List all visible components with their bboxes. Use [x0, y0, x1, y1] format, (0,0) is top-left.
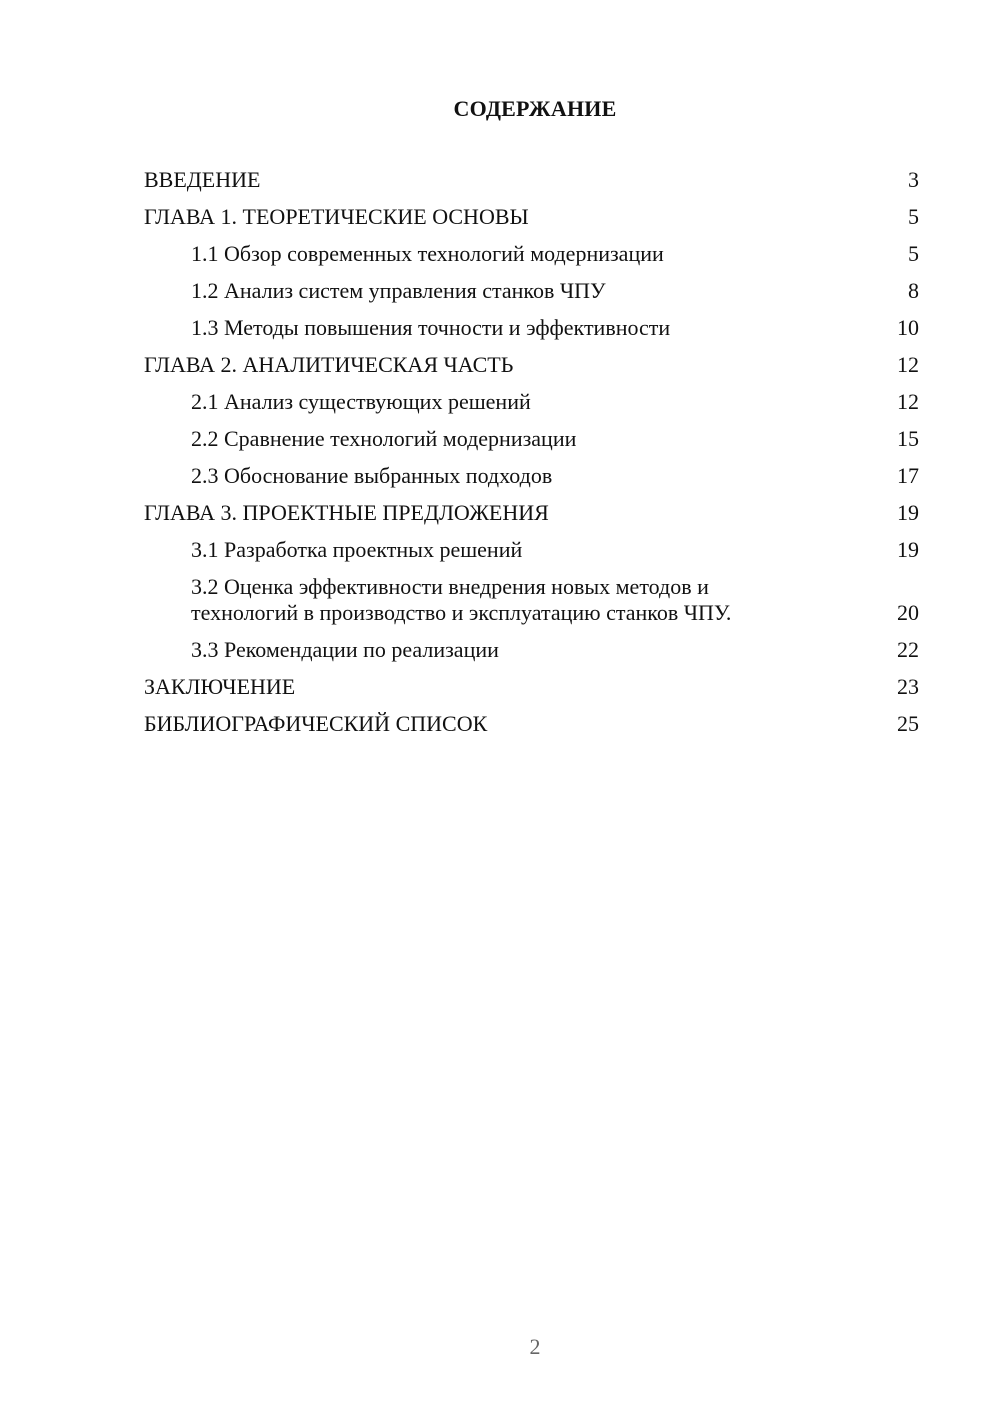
- toc-entry-page: 23: [897, 674, 919, 699]
- toc-entry-3-3[interactable]: [144, 637, 919, 663]
- toc-entry-chapter-2[interactable]: [144, 352, 919, 378]
- toc-entry-chapter-1[interactable]: [144, 204, 919, 230]
- toc-entry-conclusion[interactable]: [144, 674, 919, 700]
- toc-entry-3-1[interactable]: [144, 537, 919, 563]
- toc-entry-page: 19: [897, 500, 919, 525]
- toc-entry-1-1[interactable]: [144, 241, 919, 267]
- toc-entry-2-3[interactable]: [144, 463, 919, 489]
- toc-entry-2-2[interactable]: [144, 426, 919, 452]
- toc-entry-page: 15: [897, 426, 919, 451]
- toc-entry-text: 2.3 Обоснование выбранных подходов: [191, 463, 553, 488]
- toc-entry-page: 12: [897, 389, 919, 414]
- toc-entry-page: 22: [897, 637, 919, 662]
- toc-entry-text: ГЛАВА 1. ТЕОРЕТИЧЕСКИЕ ОСНОВЫ: [144, 204, 529, 229]
- toc-entry-bibliography[interactable]: [144, 711, 919, 737]
- toc-entry-1-2[interactable]: [144, 278, 919, 304]
- toc-entry-text: ЗАКЛЮЧЕНИЕ: [144, 674, 296, 699]
- toc-entry-text: ГЛАВА 3. ПРОЕКТНЫЕ ПРЕДЛОЖЕНИЯ: [144, 500, 549, 525]
- toc-entry-text: 3.2 Оценка эффективности внедрения новых методов и технологий в производство и эксплуатацию станков ЧПУ.: [191, 574, 732, 625]
- toc-entry-page: 10: [897, 315, 919, 340]
- toc-entry-text: 1.2 Анализ систем управления станков ЧПУ: [191, 278, 606, 303]
- toc-entry-page: 5: [908, 241, 919, 266]
- toc-entry-chapter-3[interactable]: [144, 500, 919, 526]
- toc-entry-page: 19: [897, 537, 919, 562]
- toc-entry-page: 17: [897, 463, 919, 488]
- toc-entry-page: 5: [908, 204, 919, 229]
- toc-entry-text: 2.1 Анализ существующих решений: [191, 389, 531, 414]
- toc-title: СОДЕРЖАНИЕ: [453, 96, 617, 121]
- toc-entry-text: 1.1 Обзор современных технологий модернизации: [191, 241, 664, 266]
- page-number: 2: [529, 1334, 541, 1359]
- toc-entry-text: ВВЕДЕНИЕ: [144, 167, 261, 192]
- toc-entry-page: 8: [908, 278, 919, 303]
- toc-entry-page: 20: [897, 600, 919, 625]
- toc-entry-3-2[interactable]: [144, 574, 919, 626]
- toc-entry-page: 3: [908, 167, 919, 192]
- toc-entry-text: 3.1 Разработка проектных решений: [191, 537, 523, 562]
- toc-entry-text: БИБЛИОГРАФИЧЕСКИЙ СПИСОК: [144, 711, 488, 736]
- toc-entry-text: 2.2 Сравнение технологий модернизации: [191, 426, 577, 451]
- toc-list: [144, 167, 919, 748]
- toc-entry-2-1[interactable]: [144, 389, 919, 415]
- toc-entry-introduction[interactable]: [144, 167, 919, 193]
- toc-entry-1-3[interactable]: [144, 315, 919, 341]
- toc-entry-page: 12: [897, 352, 919, 377]
- toc-entry-text: 3.3 Рекомендации по реализации: [191, 637, 499, 662]
- toc-entry-page: 25: [897, 711, 919, 736]
- toc-entry-text: 1.3 Методы повышения точности и эффективности: [191, 315, 671, 340]
- toc-entry-text: ГЛАВА 2. АНАЛИТИЧЕСКАЯ ЧАСТЬ: [144, 352, 514, 377]
